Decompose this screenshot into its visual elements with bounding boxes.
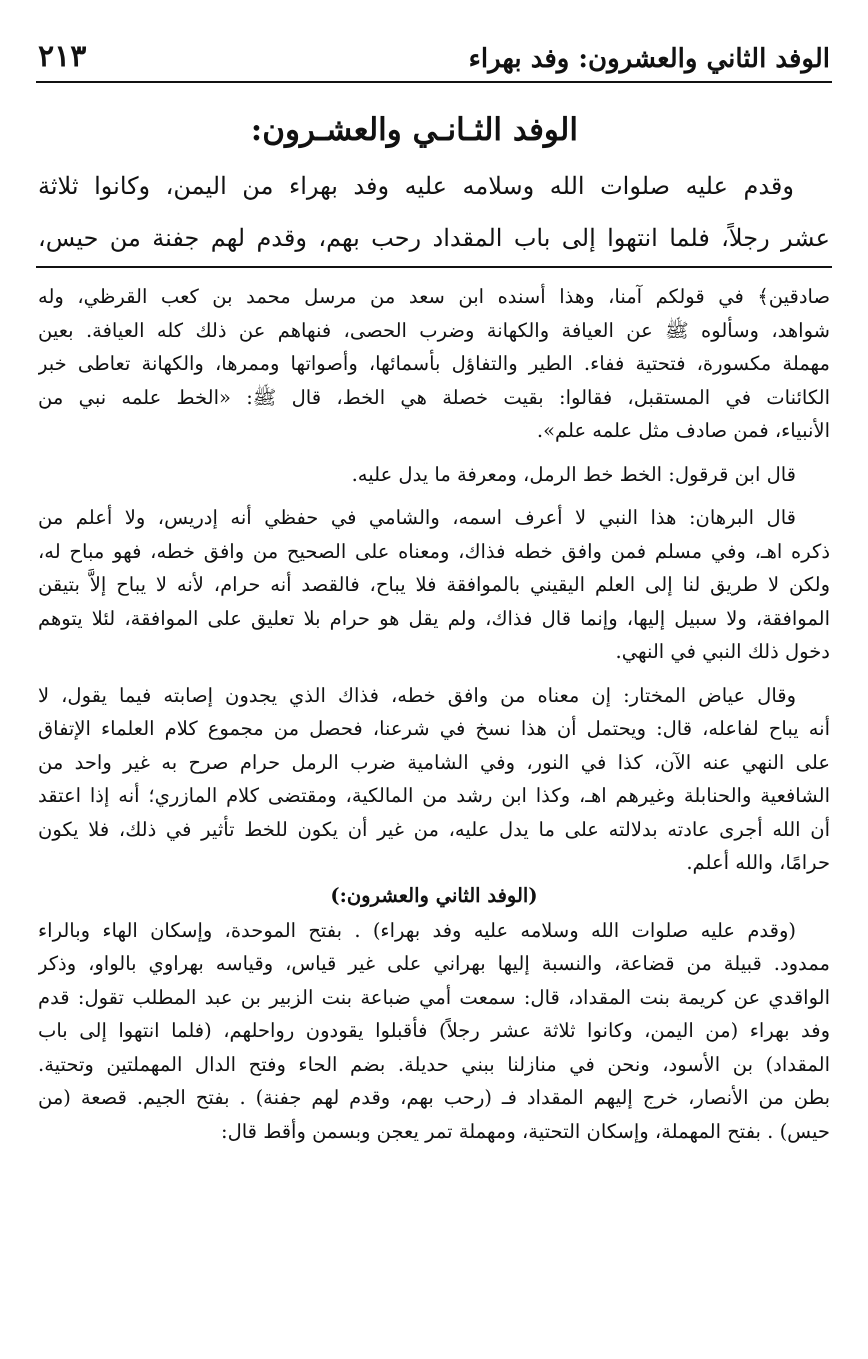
commentary-line: الكائنات في المستقبل، فقالوا: بقيت خصلة هي الخط، قال ﷺ: «الخط علمه نبي من [38, 385, 830, 409]
section-heading: الوفد الثـانـي والعشـرون: [250, 112, 578, 148]
commentary-line: الموافقة، ولا سبيل إليها، وإنما قال فذاك، ولم يقل هو حرام بلا تعليق على الموافقة، لئلا يتوهم [38, 606, 830, 630]
commentary-paragraph [38, 280, 830, 448]
commentary-line: بطن من الأنصار، خرج إليهم المقداد فـ (رحب بهم، وقدم لهم جفنة) . بفتح الجيم. قصعة (من [38, 1086, 830, 1109]
main-text-line: عشر رجلاً، فلما انتهوا إلى باب المقداد رحب بهم، وقدم لهم جفنة من حيس، [38, 224, 831, 252]
commentary-line: ولكن لا طريق لنا إلى العلم اليقيني بالموافقة فلا يباح، فالقصد أنه حرام، لأنه لا يباح إلاَّ بتيقن [38, 573, 830, 596]
commentary [38, 280, 830, 1148]
commentary-line: وفد بهراء (من اليمن، وكانوا ثلاثة عشر رجلاً) فأقبلوا يقودون رواحلهم، (فلما انتهوا إلى باب [38, 1019, 830, 1042]
commentary-line: حرامًا، والله أعلم. [686, 851, 830, 874]
commentary-line: مهملة مكسورة، فتحتية ففاء. الطير والتفاؤل بأسمائها، وأصواتها وممرها، والكهانة تعاطى خبر [38, 352, 830, 375]
commentary-line: وقال عياض المختار: إن معناه من وافق خطه، فذاك الذي يجدون إصابته فيما يقول، لا [38, 683, 796, 707]
running-title: الوفد الثاني والعشرون: وفد بهراء [468, 44, 830, 74]
commentary-line: حيس) . بفتح المهملة، وإسكان التحتية، ومهملة تمر يعجن وبسمن وأقط قال: [221, 1119, 830, 1143]
commentary-paragraph [38, 914, 830, 1149]
commentary-subheading: (الوفد الثاني والعشرون:) [330, 883, 538, 907]
commentary-line: دخول ذلك النبي في النهي. [615, 640, 830, 663]
commentary-line: الشافعية والحنابلة وغيرهم اهـ، وكذا ابن رشد من المالكية، ومقتضى كلام المازري؛ أنه إذا اعتقد [38, 784, 830, 807]
commentary-line: قال ابن قرقول: الخط خط الرمل، ومعرفة ما يدل عليه. [351, 462, 796, 486]
commentary-line: ممدود. قبيلة من قضاعة، والنسبة إليها بهراني على غير قياس، وقياسه بهراوي بالواو، وذكر [38, 952, 830, 975]
commentary-line: (وقدم عليه صلوات الله وسلامه عليه وفد بهراء) . بفتح الموحدة، وإسكان الهاء وبالراء [38, 918, 796, 942]
commentary-line: ذكره اهـ، وفي مسلم فمن وافق خطه فذاك، ومعناه على الصحيح من وافق خطه، فهو مباح له، [38, 539, 830, 563]
commentary-line: الواقدي عن كريمة بنت المقداد، قال: سمعت أمي ضباعة بنت الزبير بن عبد المطلب تقول: قدم [38, 985, 830, 1009]
commentary-paragraph [38, 501, 830, 669]
commentary-line: المقداد) بن الأسود، ونحن في منازلنا ببني حديلة. بضم الحاء وفتح الدال المهملتين وتحتية. [38, 1052, 830, 1076]
commentary-line: على النهي عنه الآن، كذا في النور، وفي الشامية ضرب الرمل حرام صرح به غير واحد من [38, 750, 830, 774]
page-number: ٢١٣ [38, 39, 87, 74]
commentary-line: صادقين﴾ في قولكم آمنا، وهذا أسنده ابن سعد من مرسل محمد بن كعب القرظي، وله [38, 285, 830, 308]
running-header [38, 30, 830, 74]
commentary-line: الأنبياء، فمن صادف مثل علمه علم». [536, 419, 830, 442]
commentary-separator [36, 266, 832, 268]
commentary-paragraph [38, 679, 830, 880]
header-rule [36, 81, 832, 83]
commentary-line: أن الله أجرى عادته بدلالته على ما يدل عليه، من غير أن يكون للخط تأثير في ذلك، فلا يكون [38, 817, 830, 841]
commentary-paragraph [38, 458, 830, 492]
commentary-line: شواهد، وسألوه ﷺ عن العيافة والكهانة وضرب الحصى، فنهاهم عن ذلك كله العيافة. بعين [38, 318, 830, 342]
commentary-line: أنه يباح لفاعله، قال: ويحتمل أن هذا نسخ في شرعنا، فحصل من مجموع كلام العلماء الإتفاق [38, 717, 830, 740]
main-text-line: وقدم عليه صلوات الله وسلامه عليه وفد بهراء من اليمن، وكانوا ثلاثة [38, 172, 794, 200]
main-text [38, 160, 830, 264]
commentary-line: قال البرهان: هذا النبي لا أعرف اسمه، والشامي في حفظي أنه إدريس، ولا أعلم من [38, 506, 796, 529]
